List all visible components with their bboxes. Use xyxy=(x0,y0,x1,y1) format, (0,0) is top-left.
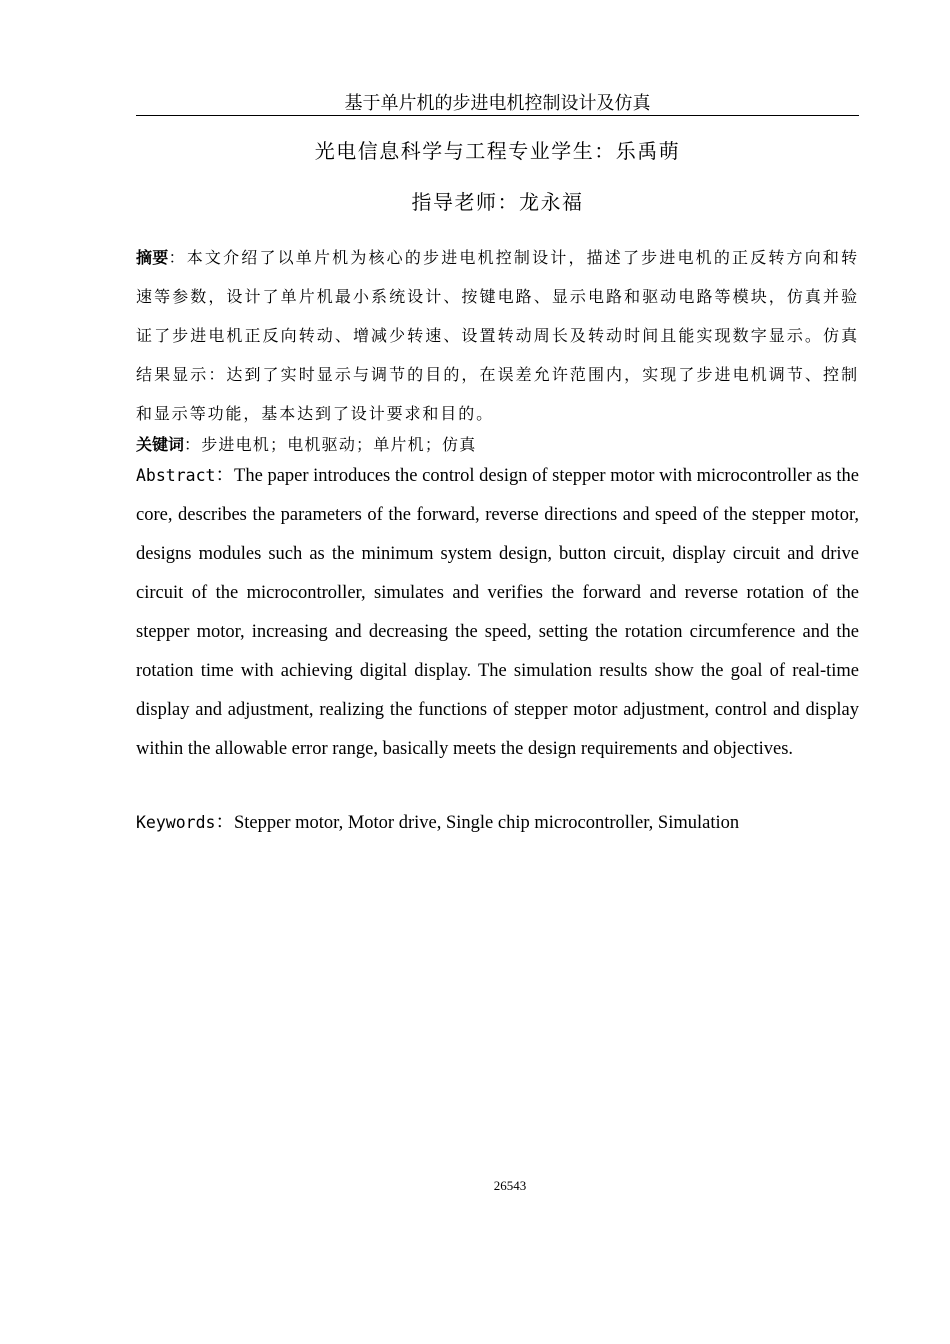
header-title: 基于单片机的步进电机控制设计及仿真 xyxy=(344,93,651,113)
chinese-keywords-separator: ： xyxy=(184,435,202,454)
chinese-abstract-text: 本文介绍了以单片机为核心的步进电机控制设计，描述了步进电机的正反转方向和转速等参数，设计了单片机最小系统设计、按键电路、显示电路和驱动电路等模块，仿真并验证了步进电机正反向转动、增减少转速、设置转动周长及转动时间且能实现数字显示。仿真结果显示：达到了实时显示与调节的目的，在误差允许范围内，实现了步进电机调节、控制和显示等功能，基本达到了设计要求和目的。 xyxy=(136,248,859,423)
author-line: 光电信息科学与工程专业学生：乐禹萌 xyxy=(314,139,681,163)
english-abstract-text: The paper introduces the control design of stepper motor with microcontroller as the core, describes the parameters of the forward, reverse directions and speed of the stepper motor, designs modules such as the minimum system design, button circuit, display circuit and drive circuit of the microcontroller, simulates and verifies the forward and reverse rotation of the stepper motor, increasing and decreasing the speed, setting the rotation circumference and the rotation time with achieving digital display. The simulation results show the goal of real-time display and adjustment, realizing the functions of stepper motor adjustment, control and display within the allowable error range, basically meets the design requirements and objectives. xyxy=(136,466,859,759)
english-keywords-separator: ： xyxy=(215,813,234,833)
chinese-keywords-label: 关键词 xyxy=(136,435,185,454)
english-abstract-separator: ： xyxy=(215,466,235,486)
english-keywords-label: Keywords xyxy=(136,813,216,832)
chinese-abstract-separator: ： xyxy=(168,248,187,267)
page-number: 26543 xyxy=(493,1178,527,1193)
english-keywords xyxy=(136,808,859,838)
chinese-keywords-text: 步进电机；电机驱动；单片机；仿真 xyxy=(201,435,477,454)
advisor-line: 指导老师：龙永福 xyxy=(411,190,584,214)
english-keywords-text: Stepper motor, Motor drive, Single chip microcontroller, Simulation xyxy=(234,813,740,833)
chinese-keywords xyxy=(136,432,859,458)
english-abstract xyxy=(136,456,859,769)
running-header xyxy=(136,92,859,116)
chinese-abstract-label: 摘要 xyxy=(136,248,169,267)
english-abstract-label: Abstract xyxy=(136,466,216,485)
chinese-abstract xyxy=(136,238,859,433)
